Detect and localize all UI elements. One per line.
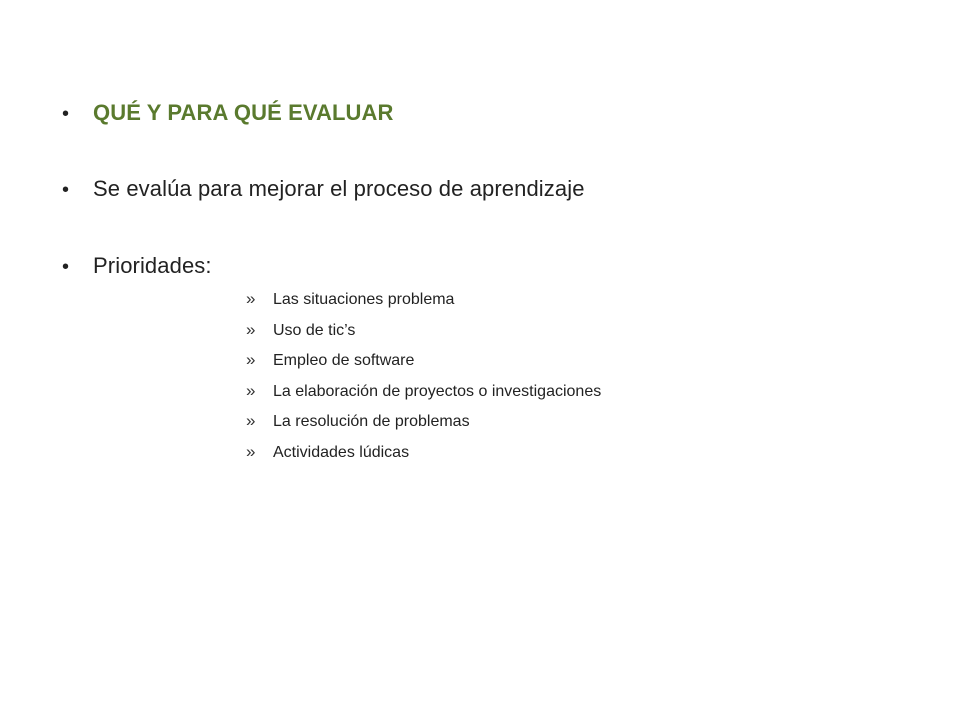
list-item-label: La elaboración de proyectos o investigaciones (273, 382, 602, 400)
list-item-label: Uso de tic’s (273, 321, 356, 339)
list-item (246, 289, 601, 320)
list-item (246, 381, 601, 412)
list-item-label: La resolución de problemas (273, 413, 470, 430)
chevron-right-icon: » (246, 350, 256, 369)
list-item (246, 320, 601, 351)
priorities-list (246, 289, 601, 472)
chevron-right-icon: » (246, 411, 256, 430)
bullet-icon: • (62, 256, 70, 278)
chevron-right-icon: » (246, 380, 256, 400)
slide-heading: QUÉ Y PARA QUÉ EVALUAR (93, 100, 394, 125)
bullet-priorities (62, 253, 212, 279)
bullet-text: Se evalúa para mejorar el proceso de aprendizaje (93, 176, 585, 201)
list-item (246, 442, 601, 473)
bullet-text: Prioridades: (93, 253, 212, 278)
list-item-label: Empleo de software (273, 352, 415, 369)
heading-bullet (62, 100, 393, 126)
bullet-icon: • (62, 179, 70, 201)
list-item-label: Las situaciones problema (273, 291, 455, 308)
bullet-evaluation-purpose (62, 176, 585, 202)
chevron-right-icon: » (246, 441, 256, 461)
chevron-right-icon: » (246, 289, 256, 308)
chevron-right-icon: » (246, 319, 256, 339)
list-item (246, 411, 601, 442)
list-item (246, 350, 601, 381)
list-item-label: Actividades lúdicas (273, 443, 410, 461)
bullet-icon: • (62, 103, 70, 125)
